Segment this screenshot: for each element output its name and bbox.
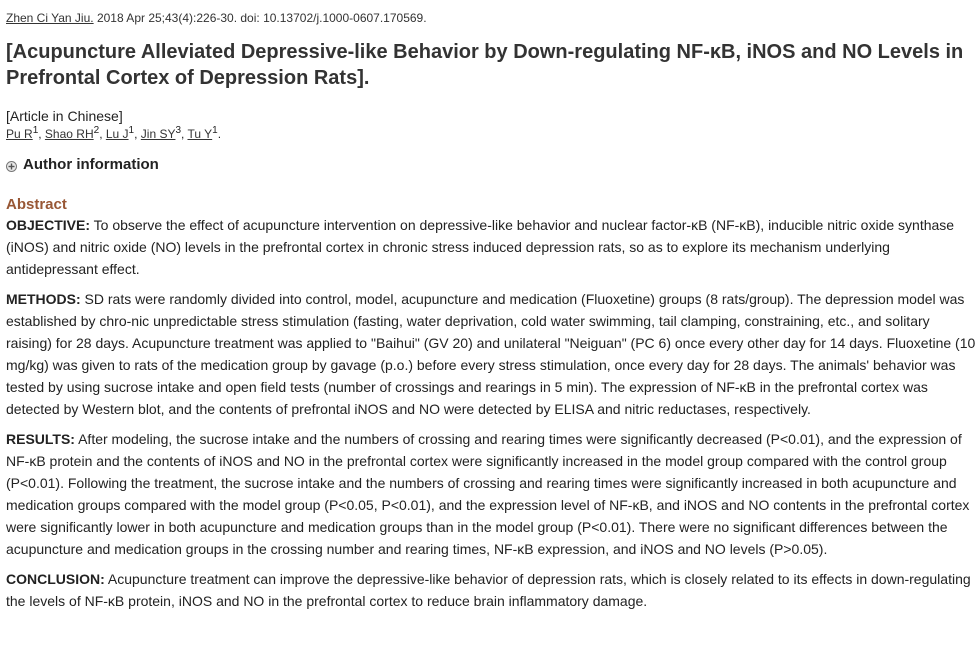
section-label: RESULTS: (6, 431, 75, 447)
plus-circle-icon[interactable] (6, 159, 17, 170)
author-affiliation[interactable]: 1 (32, 125, 39, 136)
author-affiliation[interactable]: 2 (93, 125, 100, 136)
author-link[interactable]: Pu R (6, 127, 33, 141)
section-text: Acupuncture treatment can improve the depressive-like behavior of depression rats, which is closely related to its effects in down-regulating the levels of NF-κB protein, iNOS and NO in the prefrontal cortex to reduce brain inflammatory damage. (6, 571, 971, 609)
author-affiliation[interactable]: 1 (212, 125, 218, 136)
section-text: After modeling, the sucrose intake and the numbers of crossing and rearing times were significantly decreased (P<0.01), and the expression of NF-κB protein and the contents of iNOS and NO in the prefrontal cortex were significantly increased in the model group compared with the control group (P<0.01). Following the treatment, the sucrose intake and the numbers of crossing and rearing times were significantly increased in both acupuncture and medication groups compared with the model group (P<0.05, P<0.01), and the expression level of NF-κB, and iNOS and NO contents in the prefrontal cortex were significantly lower in both acupuncture and medication groups than in the model group (P<0.01). There were no significant differences between the acupuncture and medication groups in the crossing number and rearing times, NF-κB expression, and iNOS and NO levels (P>0.05). (6, 431, 970, 557)
abstract-results (6, 428, 976, 560)
abstract-conclusion (6, 568, 976, 612)
author-list: Pu $R^1$, Shao $RH^2$, Lu $J^1$, Jin $SY^3$, Tu $Y^1$. (6, 125, 222, 141)
citation-details: 2018 Apr 25;43(4):226-30. doi: 10.13702/j.1000-0607.170569. (93, 11, 427, 25)
abstract-objective (6, 214, 976, 280)
author-link[interactable]: Jin SY (140, 127, 176, 141)
author-information-toggle[interactable] (6, 156, 976, 173)
section-text: To observe the effect of acupuncture intervention on depressive-like behavior and nuclear factor-κB (NF-κB), inducible nitric oxide synthase (iNOS) and nitric oxide (NO) levels in the prefrontal cortex in chronic stress induced depression rats, so as to explore its mechanism underlying antidepressant effect. (6, 217, 955, 277)
section-label: CONCLUSION: (6, 571, 105, 587)
author-link[interactable]: Tu Y (187, 127, 213, 141)
author-link[interactable]: Shao RH (44, 127, 94, 141)
article-title: [Acupuncture Alleviated Depressive-like Behavior by Down-regulating NF-κB, iNOS and NO Levels in Prefrontal Cortex of Depression Rats]. (6, 41, 964, 89)
language-note: [Article in Chinese] (6, 108, 123, 124)
abstract-body (6, 214, 976, 612)
author-affiliation[interactable]: 3 (175, 125, 182, 136)
section-text: SD rats were randomly divided into control, model, acupuncture and medication (Fluoxetine) groups (8 rats/group). The depression model was established by chro-nic unpredictable stress stimulation (fasting, water deprivation, cold water swimming, tail clamping, constraining, etc., and solitary raising) for 28 days. Acupuncture treatment was applied to "Baihui" (GV 20) and unilateral "Neiguan" (PC 6) once every other day for 14 days. Fluoxetine (10 mg/kg) was given to rats of the medication group by gavage (p.o.) before every stress stimulation, once every day for 28 days. The animals' behavior was tested by using sucrose intake and open field tests (number of crossings and rearings in 5 min). The expression of NF-κB in the prefrontal cortex was detected by Western blot, and the contents of prefrontal iNOS and NO were detected by ELISA and nitric reductases, respectively. (6, 291, 976, 417)
section-label: OBJECTIVE: (6, 217, 91, 233)
abstract-methods (6, 288, 976, 420)
author-affiliation[interactable]: 1 (128, 125, 135, 136)
section-label: METHODS: (6, 291, 81, 307)
author-information-label[interactable]: Author information (23, 156, 159, 173)
abstract-heading: Abstract (6, 196, 67, 213)
journal-link[interactable]: Zhen Ci Yan Jiu. (6, 11, 94, 25)
citation-line (6, 10, 976, 26)
author-link[interactable]: Lu J (105, 127, 129, 141)
